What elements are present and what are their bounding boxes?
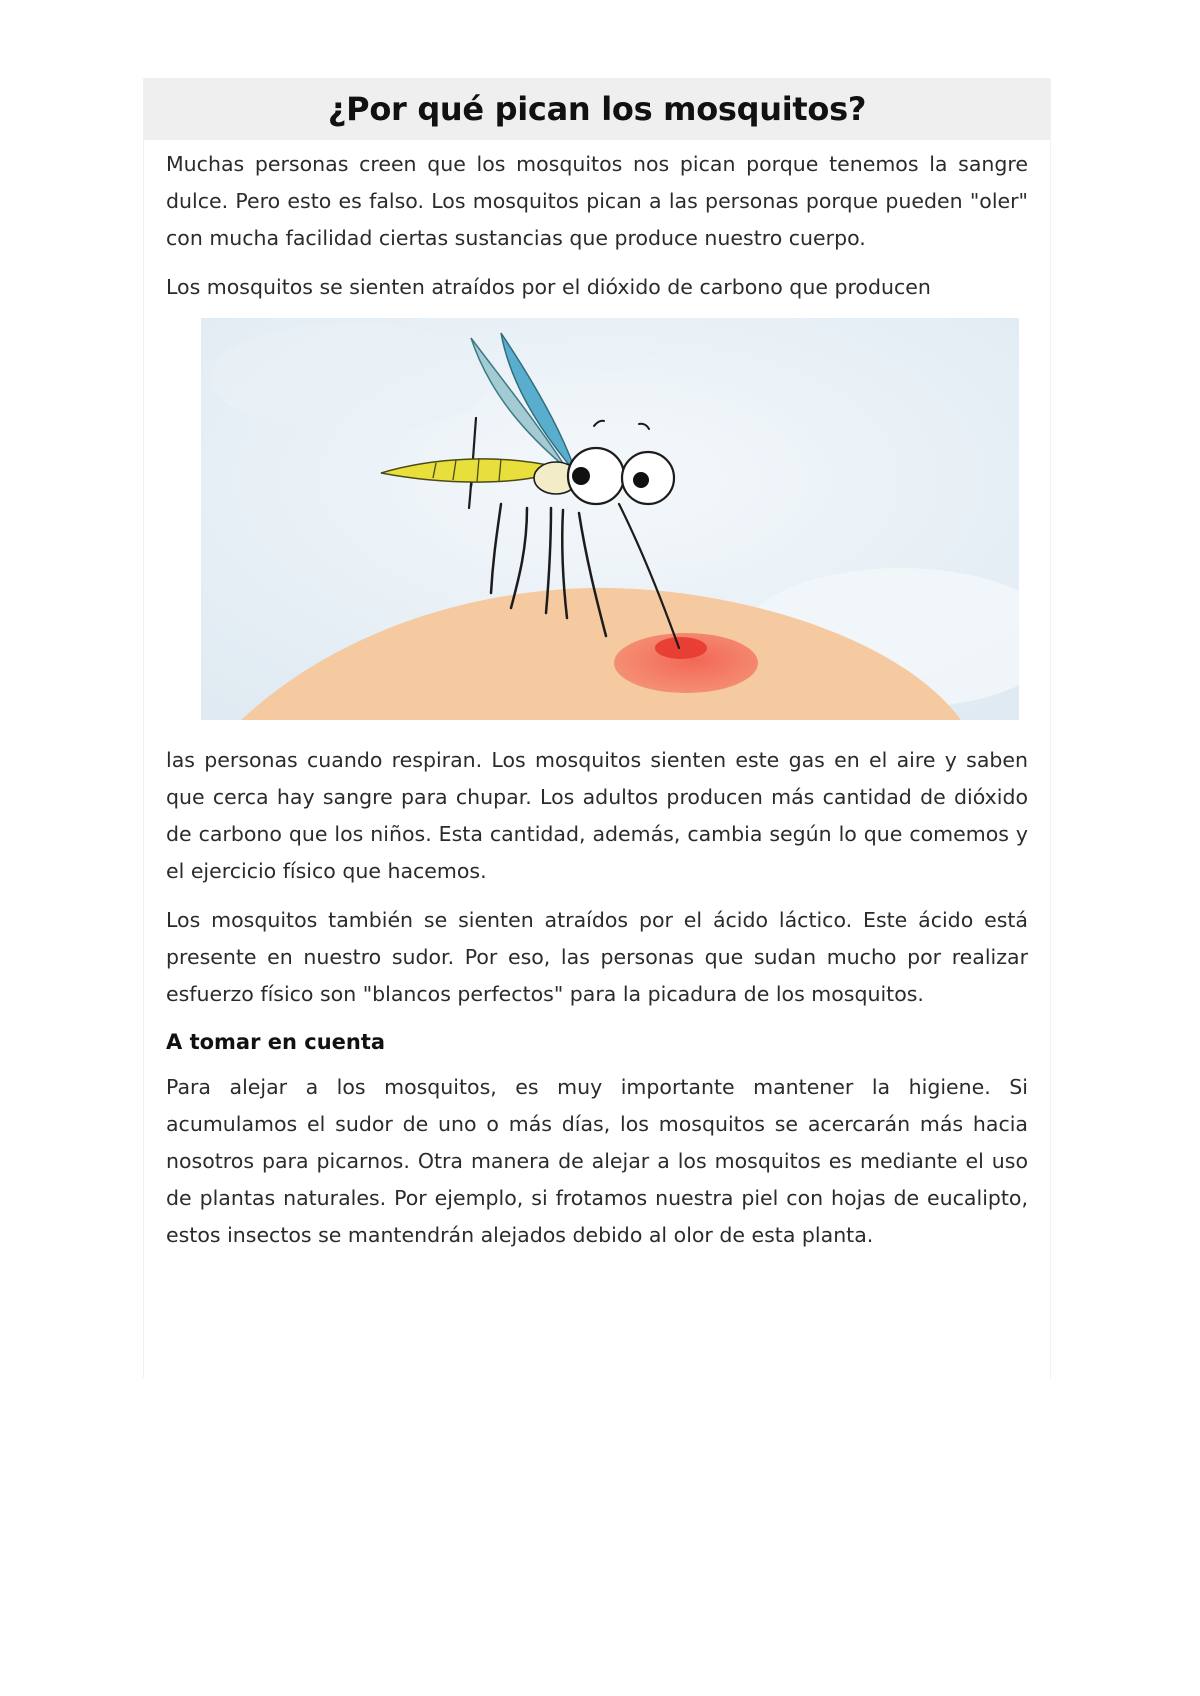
paragraph-intro: Muchas personas creen que los mosquitos nos pican porque tenemos la sangre dulce. Pero esto es falso. Los mosquitos pican a las personas porque pueden "oler" con mucha facilidad ciertas sustancias que produce nuestro cuerpo. xyxy=(166,152,1028,250)
article xyxy=(144,78,1050,1378)
paragraph-co2-end: las personas cuando respiran. Los mosquitos sienten este gas en el aire y saben que cerca hay sangre para chupar. Los adultos producen más cantidad de dióxido de carbono que los niños. Esta cantidad, además, cambia según lo que comemos y el ejercicio físico que hacemos. xyxy=(166,748,1028,883)
page-title: ¿Por qué pican los mosquitos? xyxy=(327,90,867,128)
mosquito-bite-illustration xyxy=(201,318,1019,720)
title-bar xyxy=(144,78,1050,140)
paragraph-tips: Para alejar a los mosquitos, es muy importante mantener la higiene. Si acumulamos el sudor de uno o más días, los mosquitos se acercarán más hacia nosotros para picarnos. Otra manera de alejar a los mosquitos es mediante el uso de plantas naturales. Por ejemplo, si frotamos nuestra piel con hojas de eucalipto, estos insectos se mantendrán alejados debido al olor de esta planta. xyxy=(166,1075,1028,1247)
paragraph-co2-start: Los mosquitos se sienten atraídos por el dióxido de carbono que producen xyxy=(166,275,931,299)
section-heading: A tomar en cuenta xyxy=(166,1030,386,1054)
article-body xyxy=(144,140,1050,1254)
paragraph-lactic-acid: Los mosquitos también se sienten atraídos por el ácido láctico. Este ácido está presente en nuestro sudor. Por eso, las personas que sudan mucho por realizar esfuerzo físico son "blancos perfectos" para la picadura de los mosquitos. xyxy=(166,908,1028,1006)
